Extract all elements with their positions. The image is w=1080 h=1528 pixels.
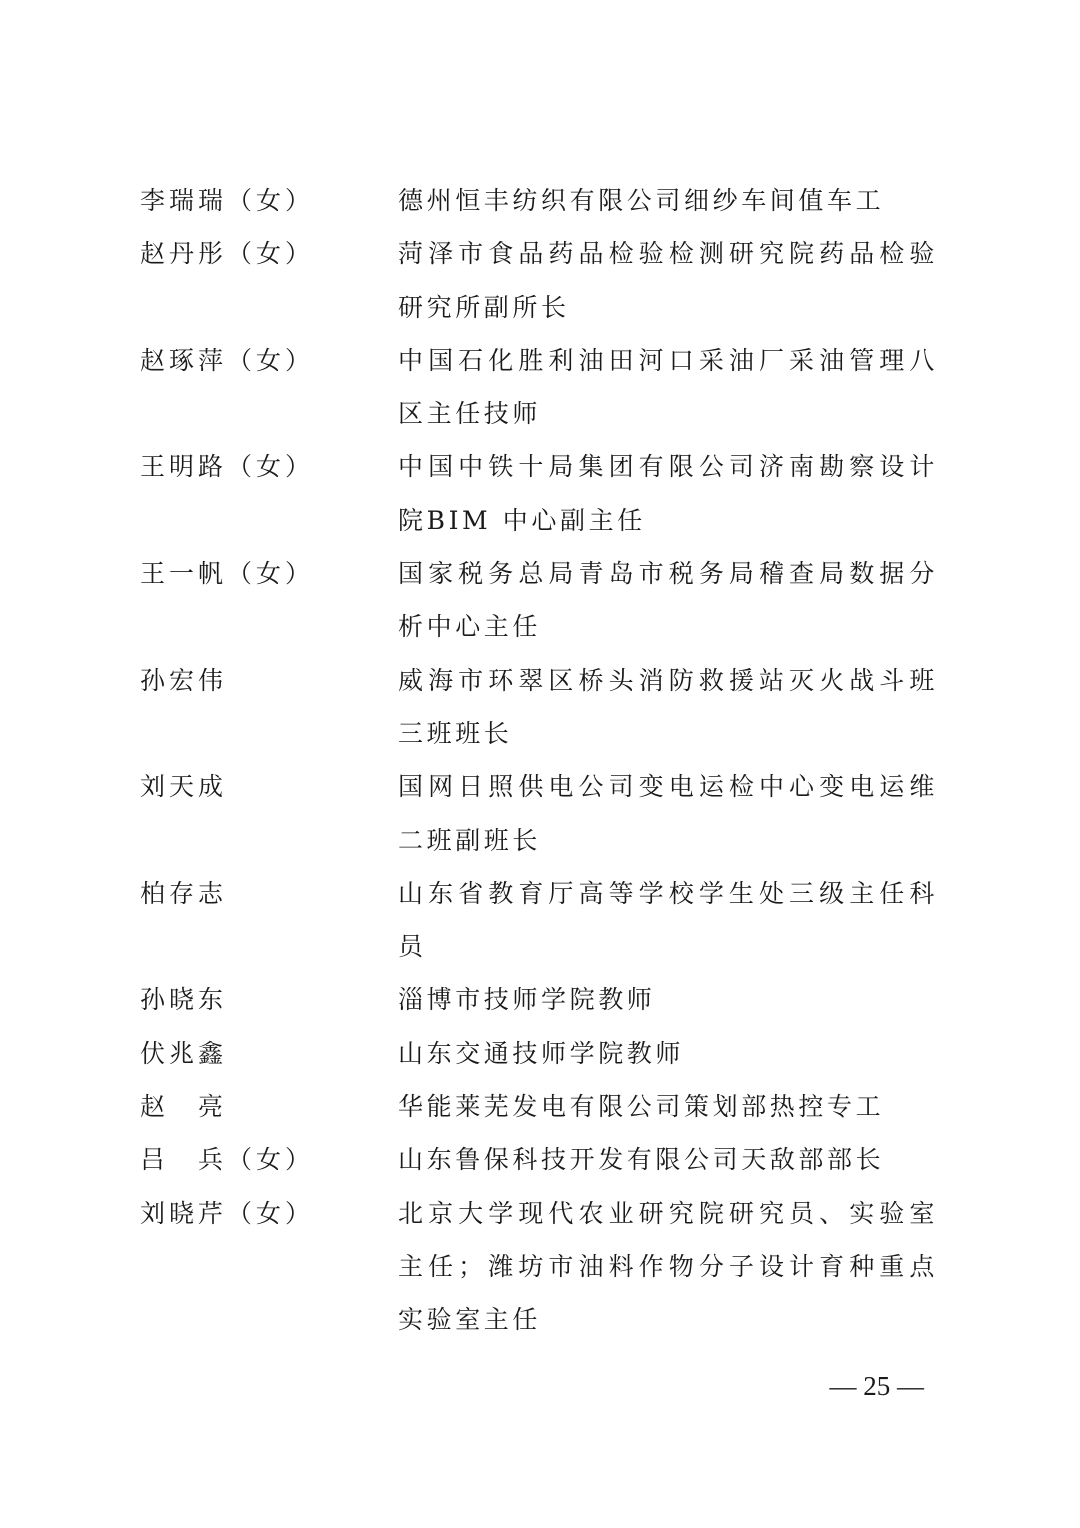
person-affiliation: 淄博市技师学院教师 [398, 985, 656, 1015]
person-name: 吕 兵（女） [140, 1145, 315, 1175]
person-name: 柏存志 [140, 878, 228, 908]
person-affiliation: 菏泽市食品药品检验检测研究院药品检验研究所副所长 [398, 239, 938, 322]
page-number: — 25 — [829, 1371, 924, 1401]
list-item [140, 1187, 940, 1347]
person-name: 赵 亮 [140, 1092, 228, 1122]
person-affiliation: 德州恒丰纺织有限公司细纱车间值车工 [398, 186, 885, 215]
person-name: 王明路（女） [140, 452, 315, 482]
person-affiliation: 国家税务总局青岛市税务局稽查局数据分析中心主任 [398, 559, 938, 642]
person-name: 孙晓东 [140, 985, 228, 1015]
list-item [140, 1080, 940, 1133]
list-item [140, 547, 940, 654]
list-item [140, 654, 940, 761]
person-name: 伏兆鑫 [140, 1038, 228, 1068]
list-item [140, 440, 940, 547]
list-item [140, 867, 940, 974]
list-item [140, 973, 940, 1026]
person-affiliation: 北京大学现代农业研究院研究员、实验室主任；潍坊市油料作物分子设计育种重点实验室主任 [398, 1198, 938, 1335]
honoree-list [140, 174, 940, 1347]
list-item [140, 334, 940, 441]
list-item [140, 1027, 940, 1080]
person-affiliation: 国网日照供电公司变电运检中心变电运维二班副班长 [398, 772, 938, 855]
person-name: 刘晓芹（女） [140, 1198, 315, 1228]
person-name: 孙宏伟 [140, 665, 228, 695]
person-name: 赵丹彤（女） [140, 239, 315, 269]
person-affiliation: 中国中铁十局集团有限公司济南勘察设计院BIM 中心副主任 [398, 452, 938, 535]
list-item [140, 760, 940, 867]
person-name: 赵琢萍（女） [140, 345, 315, 375]
list-item [140, 227, 940, 334]
person-affiliation: 中国石化胜利油田河口采油厂采油管理八区主任技师 [398, 345, 938, 429]
person-affiliation: 山东鲁保科技开发有限公司天敌部部长 [398, 1145, 885, 1175]
person-affiliation: 山东省教育厅高等学校学生处三级主任科员 [398, 878, 938, 962]
person-affiliation: 华能莱芜发电有限公司策划部热控专工 [398, 1092, 885, 1122]
list-item [140, 174, 940, 227]
person-name: 王一帆（女） [140, 559, 315, 589]
person-name: 刘天成 [140, 772, 228, 802]
list-item [140, 1133, 940, 1186]
person-affiliation: 山东交通技师学院教师 [398, 1038, 685, 1068]
person-name: 李瑞瑞（女） [140, 186, 315, 215]
person-affiliation: 威海市环翠区桥头消防救援站灭火战斗班三班班长 [398, 665, 938, 748]
